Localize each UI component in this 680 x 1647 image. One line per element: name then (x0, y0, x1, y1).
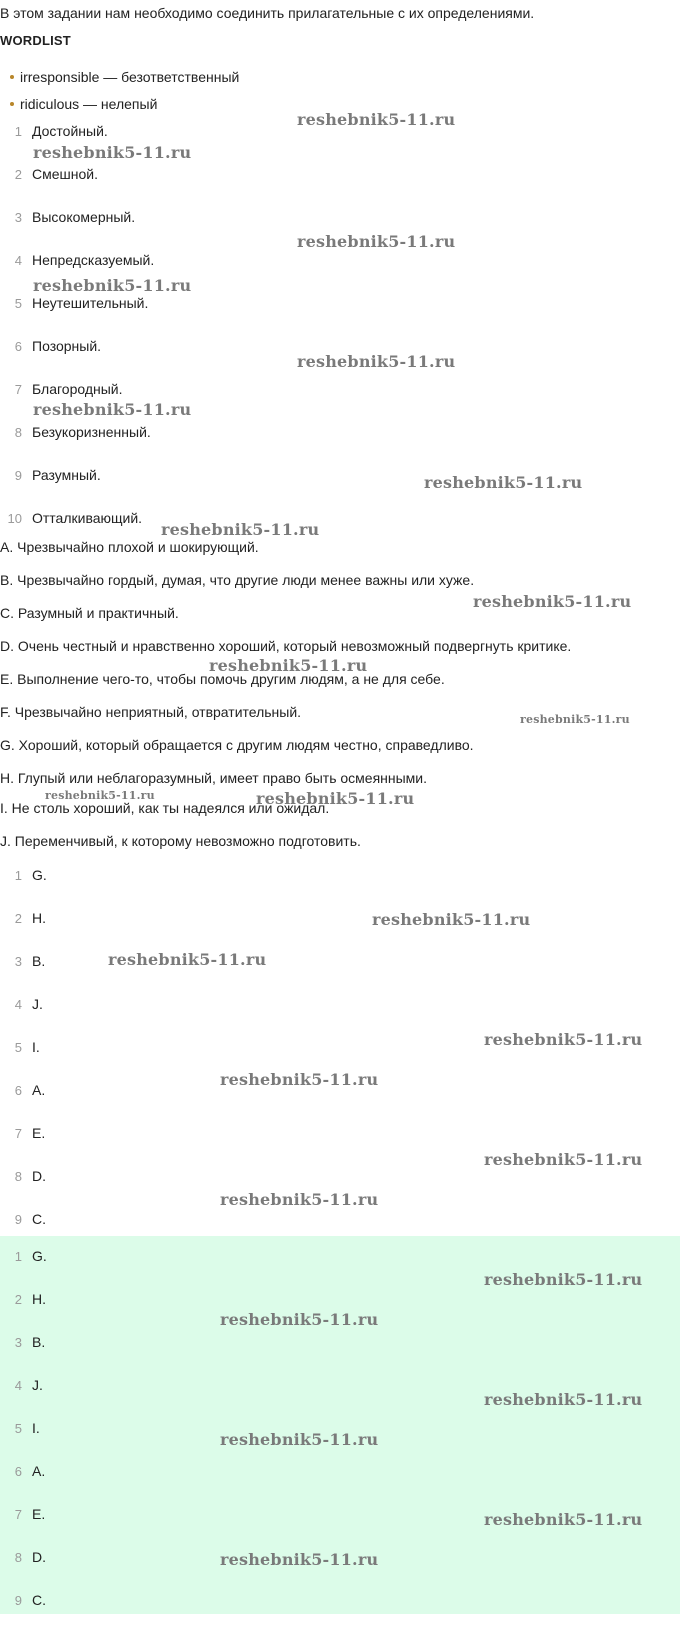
definition-item: I. Не столь хороший, как ты надеялся или ожидал. (0, 800, 330, 816)
watermark: reshebnik5-11.ru (484, 1390, 643, 1409)
definition-item: J. Переменчивый, к которому невозможно подготовить. (0, 833, 361, 849)
watermark: reshebnik5-11.ru (161, 520, 320, 539)
definition-item: A. Чрезвычайно плохой и шокирующий. (0, 539, 259, 555)
definition-item: E. Выполнение чего-то, чтобы помочь другим людям, а не для себе. (0, 671, 445, 687)
definition-item: G. Хороший, который обращается с другим людям честно, справедливо. (0, 737, 474, 753)
watermark: reshebnik5-11.ru (473, 592, 632, 611)
definition-item: H. Глупый или неблагоразумный, имеет право быть осмеянными. (0, 770, 428, 786)
wordlist-heading: WORDLIST (0, 33, 71, 48)
watermark: reshebnik5-11.ru (484, 1510, 643, 1529)
watermark: reshebnik5-11.ru (33, 400, 192, 419)
answer-item: 4 J. (14, 996, 43, 1012)
definition-item: B. Чрезвычайно гордый, думая, что другие люди менее важны или хуже. (0, 572, 475, 588)
adjective-item: 8 Безукоризненный. (14, 424, 151, 440)
answer-item: 7 E. (14, 1125, 46, 1141)
answer-item: 2 H. (14, 910, 46, 926)
watermark: reshebnik5-11.ru (45, 789, 155, 802)
watermark: reshebnik5-11.ru (484, 1030, 643, 1049)
watermark: reshebnik5-11.ru (220, 1430, 379, 1449)
definition-item: F. Чрезвычайно неприятный, отвратительный. (0, 704, 302, 720)
watermark: reshebnik5-11.ru (209, 656, 368, 675)
answer-item: 6 A. (14, 1082, 46, 1098)
definition-item: D. Очень честный и нравственно хороший, который невозможный подвергнуть критике. (0, 638, 572, 654)
watermark: reshebnik5-11.ru (297, 232, 456, 251)
wordlist-item: irresponsible — безответственный (10, 69, 239, 85)
watermark: reshebnik5-11.ru (372, 910, 531, 929)
watermark: reshebnik5-11.ru (297, 110, 456, 129)
definition-item: C. Разумный и практичный. (0, 605, 179, 621)
intro-text: В этом задании нам необходимо соединить прилагательные с их определениями. (0, 5, 535, 21)
answer-item-highlighted: 4 J. (14, 1377, 43, 1393)
watermark: reshebnik5-11.ru (484, 1150, 643, 1169)
adjective-item: 9 Разумный. (14, 467, 101, 483)
adjective-item: 5 Неутешительный. (14, 295, 149, 311)
watermark: reshebnik5-11.ru (33, 276, 192, 295)
watermark: reshebnik5-11.ru (220, 1310, 379, 1329)
answer-item: 8 D. (14, 1168, 46, 1184)
watermark: reshebnik5-11.ru (220, 1550, 379, 1569)
answer-item-highlighted: 2 H. (14, 1291, 46, 1307)
adjective-item: 1 Достойный. (14, 123, 108, 139)
answer-item-highlighted: 5 I. (14, 1420, 40, 1436)
watermark: reshebnik5-11.ru (108, 950, 267, 969)
answer-item-highlighted: 6 A. (14, 1463, 46, 1479)
adjective-item: 4 Непредсказуемый. (14, 252, 155, 268)
bullet-dot-icon (10, 102, 14, 106)
bullet-dot-icon (10, 75, 14, 79)
adjective-item: 2 Смешной. (14, 166, 98, 182)
watermark: reshebnik5-11.ru (220, 1190, 379, 1209)
watermark: reshebnik5-11.ru (220, 1070, 379, 1089)
adjective-item: 10 Отталкивающий. (7, 510, 143, 526)
answer-item-highlighted: 7 E. (14, 1506, 46, 1522)
answer-item-highlighted: 9 C. (14, 1592, 46, 1608)
answer-item: 3 B. (14, 953, 46, 969)
answer-item-highlighted: 8 D. (14, 1549, 46, 1565)
watermark: reshebnik5-11.ru (33, 143, 192, 162)
answer-item: 9 C. (14, 1211, 46, 1227)
adjective-item: 7 Благородный. (14, 381, 123, 397)
watermark: reshebnik5-11.ru (297, 352, 456, 371)
adjective-item: 3 Высокомерный. (14, 209, 136, 225)
answer-item: 1 G. (14, 867, 47, 883)
adjective-item: 6 Позорный. (14, 338, 102, 354)
watermark: reshebnik5-11.ru (520, 713, 630, 726)
watermark: reshebnik5-11.ru (484, 1270, 643, 1289)
answer-item: 5 I. (14, 1039, 40, 1055)
watermark: reshebnik5-11.ru (256, 789, 415, 808)
wordlist-item: ridiculous — нелепый (10, 96, 157, 112)
answer-item-highlighted: 3 B. (14, 1334, 46, 1350)
answer-item-highlighted: 1 G. (14, 1248, 47, 1264)
watermark: reshebnik5-11.ru (424, 473, 583, 492)
